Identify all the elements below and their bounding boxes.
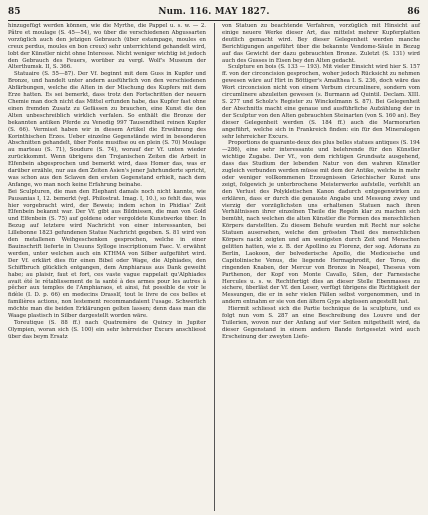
right-paragraph: Proportions de quarante-deux des plus belles statues antiques (S. 194—286), eine sehr interessante und belehrende für den Künstler wichtige Zugabe. Der Vf., von dem richtigen Grundsatz ausgehend, dass das Studium der lebenden Natur von den wahren Künstler zugleich verbunden werden müsse mit dem der Antike, welche in mehr oder weniger vollkommenen Erzeugnissen Griechischer Kunst uns zeigt, folgewich je unterbrochene Meisterwerke aufstelle, verfehlt an den Verlust des Polykletischen Kanon dadurch entgegenwirken zu erklären, dass er durch die genauste Angabe und Messung zwey und vierzig der vorzüglichsten uns erhaltenen Statuen nach ihren Verhältnissen ihrer einzelnen Theile die Regeln klar zu machen sich bemüht, nach welchen die alten Künstler die Formen des menschlichen Körpers darstellten. Zu diesem Behufe wurden mit Recht nur solche Statuen ausersehen, welche den grössten Theil des menschlichen Körpers nackt zeigten und am wenigsten durch Zeit und Menschen gelitten hatten, wie z. B. der Apollino zu Florenz, der sog. Adorans zu Berlin, Laokoon, der belvederische Apollo, die Mediceische und Capitolinische Venus, die liegende Hermaphrodit, der Torso, die ringenden Knaben, der Mercur von Bronze in Neapel, Theseus vom Parthenon, der Kopf von Monte Cavallo, Silen, der Farnesische Hercules u. s. w. Rechtfertigt dies an dieser Stelle Ebenmasses zu sichere, überläst der Vf. den Leser, verfügt übrigens die Richtigkeit der Messungen, die er in sehr vielen Fällen selbst vorgenommen, und in andern entnahm er sie von den ältern Gyps abgüssen angestellt hat. — [222, 140, 420, 306]
left-paragraph: Statuaire (S. 55—87). Der Vf. beginnt mit dem Guss in Kupfer und Bronze, und handelt unter andern ausführlich von den verschiedenen Abfärbungen, welche die Alten in der Mischung des Kupfers mit dem Erze hatten. Es sei bemerkt, dass trotz den Fortschritten der neuern Chemie man doch nicht das Mittel erfunden habe, das Kupfer fast ohne einen fremden Zusatz zu Gefässen zu brauchen, eine Kunst die den Alten unbeschreiblich wirklich verfalen. So enthält die Bronze der bekannten antiken Pferde zu Venedig 997 Tausendtheil reinen Kupfer (S. 66). Vermisst haben wir in diesem Artikel die Erwähnung des Korinthischen Erzes. Ueber einzelne Gegenstände wird in besonderen Abschnitten gehandelt, über Fonte musifise ou en plein (S. 70) Moulage au marteau (S. 71), Soudure (S. 74), worauf der Vf. unten wieder zurückkommt. Wenn übrigens den Trojanischen Zeiten die Arbeit in Elfenbein abgesprochen und bemerkt wird, dass Homer das, was er darüber erzähle, nur aus den Zeiten Asien's jener Jahrhunderte spricht, was schon aus den Sclaven den ersten Gegenstand erhielt, nach dem Anfange, wo man noch keine Erfahrung beinahe. — [8, 71, 206, 188]
issue-title: Num. 116. MAY 1827. — [158, 7, 270, 17]
right-paragraph: Sculpture en bois (S. 133 — 193). Mit vieler Einsicht wird hier S. 157 ff. von der circoncision gesprochen, woher jedoch Rücksicht zu nehmen gewesen wäre auf Hirt in Böttiger's Amalthea I. S. 236, doch wäre das Wort circoncision nicht von einem Verbum circumlinere, sondern vom circumlinere abzuleiten gewesen (s. Burmann ad Quintil. Declam. XIII. S. 277 und Scholz's Register zu Winckelmann S. 87). Bei Gelegenheit der Abschnitts macht eine genaue und ausführliche Aufzählung der in der Sculptur von den Alten gebrauchten Steinarten (von S. 160 an). Bey dieser Gelegenheit werden (S. 184 ff.) auch die Marmorarten angeführt, welche sich in Frankreich finden: ein für den Mineralogen sehr lehrreicher Excurs. — [222, 64, 420, 140]
column-divider — [214, 23, 215, 511]
left-column — [8, 23, 206, 341]
left-paragraph: hinzugefügt werden können, wie die Myrthe, die Pappel u. s. w. — 2. Pâtre et moulage (S. 45—54), wo über die verschiedenen Abgussarten vorzüglich auch den jetzigen Gebrauch (über estampage, moules en creux perdus, moules en bon creux) sehr unterrichtend gehandelt wird, lobt der Künstler nicht ohne Interesse. Nicht weniger wichtig ist jedoch den Gebrauch des Feuers, worüber zu vergl. Wolf's Museum der Alterthumsk. II, S. 366. — [8, 23, 206, 71]
left-paragraph: Toreutique (S. 88 ff.) nach Quatremère de Quincy in Jupiter Olympien, woran sich (S. 100) ein sehr lehrreicher Excurs anschliesst über das beym Ersatz — [8, 319, 206, 340]
right-paragraph: Hiermit schliesst sich die Partie technique de la sculpture, und es folgt nun vom S. 287 an eine Beschreibung des Louvre und der Tuilerien, wovon nur der Anfang auf vier Seiten mitgetheilt wird, da dieser Gegenstand in einem andern Bande fortgesetzt wird auch Erscheinung der zweyten Liefe- — [222, 306, 420, 340]
page-header — [8, 6, 420, 21]
right-paragraph: von Statuen zu beachtende Verfahren, vorzüglich mit Hinsicht auf einige neuere Werke dieser Art, das mittelst mehrer Kupferplatten deutlich gemacht wird. Bey dieser Gelegenheit werden manche Berichtigungen angeführt über die bekannte Vendome-Säule in Bezug auf das Gewicht der dazu gebrauchten Bronze. Zuletzt (S. 131) wird auch des Gusses in Eisen bey den Alten gedacht. — [222, 23, 420, 64]
right-column — [222, 23, 420, 341]
left-paragraph: Bei Sculpturen, die man den Elephant damals noch nicht kannte, wie Pausanias I, 12. bemerkt (vgl. Philostrat. Imag. I, 10.), so fehlt das, was hier vorgebracht wird, der Beweis; indem schon in Phidias' Zeit Elfenbein bekannt war. Der Vf. gibt aus Bildnissen, die man von Gold und Elfenbein (S. 75) auf goldene oder vergoldete Kunstwerke über. In Bezug auf letztere wird Nachricht von einer interessanten, bei Lillebonne 1823 gefundenen Statue Nachricht gegeben. S. 81 wird von den metallenen Weihgeschenken gesprochen, welche in einer Bauinschrift lieferte in Usuuns Sylloge inscriptionum Faec. V. erwähnt werden, unter welchen auch ein KTHMA von Silber aufgeführt wird. Der Vf. erklärt dies für einen Bibel oder Wage, die Alphiades, den Schiffbruch glücklich entgangen, dem Amphiaraus aus Dank geweiht habe; au plaisir, faut et fort, ces vaste vague rappelait qu'Alphiades avait été le rétablissement de la santé à des armes pour les autres à pêcher aux temples de l'Amphiaraos, et ainsi, fut possible de voir le fidèle (I. D. p. 66) en medecins Drasslf, tout le livre de ces belles et familières actions, non lestement recommandaient l'usage. Schwerlich möchte man die beiden Erklärungen gelten lassen; denn dass man die Waage plastisch in Silber dargestellt worden wäre. — [8, 188, 206, 320]
two-column-body — [8, 23, 420, 511]
page-number-left: 85 — [8, 7, 21, 17]
page-number-right: 86 — [407, 7, 420, 17]
